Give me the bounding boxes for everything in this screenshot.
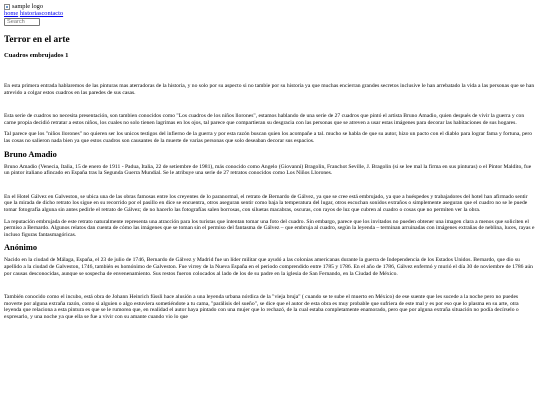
paragraph-reputacion: La reputación embrujada de este retrato naturalmente representa una atracción para los turistas que intentan tomar una foto del cuadro. Sin embargo, parece que los invitados no pueden obtener una imagen clara a menos que soliciten el permiso a Bernardo. Algunos relatos dan cuenta de cómo las imágenes que se toman sin el permiso del fantasma de Gálvez – que embruja al cuadro, según la leyenda – terminan arruinadas con imágenes extrañas de neblina, luces, rayas e incluso figuras fantasmagóricas. bbox=[4, 218, 535, 238]
paragraph-bruno: Bruno Amadio (Venecia, Italia, 15 de enero de 1911 - Padua, Italia, 22 de setiembre de 1981), más conocido como Angelo (Giovanni) Bragolin, Franchot Seville, J. Bragolin (si se lee mal la firma en sus pinturas) o el Pintor Maldito, fue un pintor italiano afincado en España tras la Segunda Guerra Mundial. Se le atribuye una serie de 27 retratos conocidos como Los Niños Llorones. bbox=[4, 163, 532, 177]
paragraph-hotel-galvez: En el Hotel Gálvez en Galveston, se ubica una de las obras famosas entre los creyentes de lo paranormal, el retrato de Bernardo de Gálvez, ya que se cree está embrujado, ya que a huéspedes y trabajadores del hotel han afirmado sentir que la mirada de dicho retrato los sigue en su recorrido por el pasillo en dice se encuentra, otros aseguran sentir como baja la temperatura del lugar, otros escuchan sonidos extraños o simplemente aseguran que el cuadro no se le puede tomar fotografía alguna sin antes pedirle el retrato de Gálvez; de no hacerlo las fotografías salen borrosas, con siluetas macabras, oscuras, con rayos de luz que cubren al cuadro o cosas que no permiten ver la obra. bbox=[4, 193, 528, 213]
article-subtitle: Cuadros embrujados 1 bbox=[4, 52, 69, 59]
main-nav bbox=[4, 10, 536, 17]
nav-link-historias[interactable]: historias bbox=[19, 10, 42, 17]
paragraph-series: Esta serie de cuadros no necesita presentación, son tambien conocidos como "Los cuadros de los niños llorones", estamos hablando de una serie de 27 cuadros que pintó el artista Bruno Amadio, quien después de vivir la guerra y con carne propia decidió retratar a estos niños, los cuales no solo tienen lagrimas en los ojos, tal parece que compartieran su desgracia con las personas que se atreven a usar estas imágenes para decorar las habitaciones de sus hogares. bbox=[4, 113, 525, 126]
nav-link-contacto[interactable]: contacto bbox=[41, 10, 64, 17]
paragraph-ninos: Tal parece que los "niños llorones" no quieren ser los unicos testigos del infierno de la guerra y por esta razón buscan quien los acompañe a tal. mucho se habla de que su autor, hizo un pacto con el diablo para lograr fama y fortuna, pero las cosas no salieron nada bien ya que estos cuadros son causantes de la muerte de varias personas que solo deseaban decorar sus espacios. bbox=[4, 131, 533, 144]
paragraph-incubo: También conocido como el incubo, está obra de Johann Heinrich füssli hace alusión a una leyenda urbana nórdica de la "vieja bruja" ( cuando se te sube el muerto en México) de ese suente que les sucede a la noche pero no puedes moverte por alguna extraña razón, como si alguien o algo estuviera sometiéndote a tu cama, "parálisis del sueño", se dice que el autor de esta obra es muy probable que sufriera de este mal y es por eso que lo plasma en su arte, otra leyenda que relaciona a esta pintura es que se le rumorea que, en realidad el autor haya pintado con una mujer que lo rechazó, de la cual estaba completamente enamorado, pero que por alguna extraña situación no podía decírselo o expresarlo, y una noche ya que ella se fue a vivir con su amante cuando vio lo que bbox=[4, 294, 519, 320]
paragraph-intro: En esta primera entrada hablaremos de las pinturas mas aterradoras de la historia, y no solo por su aspecto si no tambie por su historia ya que muchas encierran grandes secretos inclusive le han arrebatado la vida a las personas que se han atrevido a colgar estos cuadros en las paredes de sus casas. bbox=[4, 83, 535, 96]
search-input[interactable] bbox=[4, 18, 40, 26]
heading-anonimo: Anónimo bbox=[4, 243, 38, 253]
broken-image-icon bbox=[4, 4, 10, 10]
logo-alt-text: sample logo bbox=[12, 3, 44, 10]
paragraph-galvez-bio: Nacido en la ciudad de Málaga, España, el 23 de julio de 1746, Bernardo de Gálvez y Madrid fue un líder militar que ayudó a las colonias americanas durante la guerra de Independencia de los Estados Unidos. Bernardo, que dio su apellido a la ciudad de Galveston, 1746, también es homónimo de Galveston. Fue virrey de la Nueva España en el periodo comprendido entre 1785 y 1786. En el año de 1786, Gálvez enfermó y murió el día 30 de noviembre de 1786 aún por causas desconocidas, aunque se sospecha de envenenamiento. Sus restos fueron colocados al lado de los de su padre en la iglesia de San Fernando, en la Ciudad de México. bbox=[4, 257, 533, 277]
heading-bruno-amadio: Bruno Amadio bbox=[4, 149, 57, 159]
nav-link-home[interactable]: home bbox=[4, 10, 19, 17]
page-title: Terror en el arte bbox=[4, 35, 70, 45]
site-logo[interactable] bbox=[4, 3, 536, 10]
